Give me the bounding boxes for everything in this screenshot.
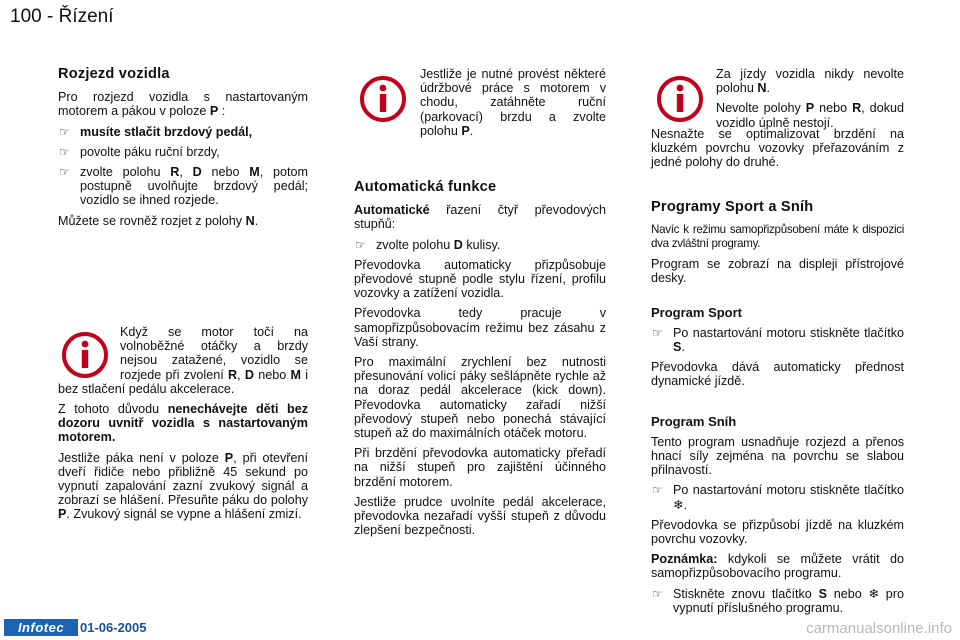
heading-programs: Programy Sport a Sníh — [651, 198, 814, 215]
display-paragraph: Program se zobrazí na displeji přístrojové desky. — [651, 257, 904, 286]
bullet-cancel-program: ☞ Stiskněte znovu tlačítko S nebo ❄ pro vypnutí příslušného programu. — [652, 586, 904, 615]
neutral-warning: Za jízdy vozidla nikdy nevolte polohu N. — [716, 67, 904, 96]
neutral-start-paragraph: Můžete se rovněž rozjet z polohy N. — [58, 213, 259, 228]
infotec-logo: Infotec — [4, 619, 78, 636]
info-icon — [655, 74, 705, 124]
snowflake-icon: ❄ — [673, 497, 684, 512]
bullet-icon: ☞ — [652, 325, 663, 340]
bullet-icon: ☞ — [59, 165, 70, 180]
braking-paragraph: Při brzdění převodovka automaticky přeřadí na nižší stupeň pro zajištění účinného brzdění motorem. — [354, 446, 606, 489]
column-3 — [651, 127, 904, 621]
bullet-icon: ☞ — [652, 586, 663, 601]
sport-paragraph: Převodovka dává automaticky přednost dynamické jízdě. — [651, 360, 904, 389]
programs-intro: Navíc k režimu samopřizpůsobení máte k dispozici dva zvláštní programy. — [651, 222, 904, 251]
bullet-brake-pedal: ☞ musíte stlačit brzdový pedál, — [59, 124, 253, 139]
heading-automatic: Automatická funkce — [354, 179, 497, 195]
bullet-icon: ☞ — [355, 237, 366, 252]
heading-rozjezd: Rozjezd vozidla — [58, 66, 170, 82]
watermark: carmanualsonline.info — [806, 620, 952, 637]
bullet-icon: ☞ — [59, 144, 70, 159]
footer-date: 01-06-2005 — [80, 620, 147, 635]
bullet-icon: ☞ — [652, 483, 663, 498]
door-open-warning: Jestliže páka není v poloze P, při otevření dveří řidiče nebo přibližně 45 sekund po vypnutí zapalování zazní zvukový signál a zobrazí se hlášení. Přesuňte páku do polohy P. Zvukový signál se vypne a hlášení zmizí. — [58, 450, 309, 522]
maintenance-note-text: Jestliže je nutné provést některé údržbové práce s motorem v chodu, zatáhněte ruční (parkovací) brzdu a zvolte polohu P. — [420, 67, 606, 138]
page-number: 100 — [10, 6, 42, 27]
idle-creep-note: Když se motor točí na volnoběžné otáčky a brzdy nejsou zatažené, vozidlo se rozjede při zvolení R, D nebo M i bez stlačení pedálu akcelerace. — [58, 325, 309, 396]
bullet-select-position: ☞ zvolte polohu R, D nebo M, potom postupně uvolňujte brzdový pedál; vozidlo se ihned rozjede. — [59, 165, 309, 208]
page-header: 100 - Řízení — [10, 6, 114, 27]
snow-adapt-paragraph: Převodovka se přizpůsobí jízdě na kluzkém povrchu vozovky. — [651, 517, 904, 547]
bullet-select-d: ☞ zvolte polohu D kulisy. — [355, 237, 501, 252]
kickdown-paragraph: Pro maximální zrychlení bez nutnosti přesunování volicí páky sešlápněte rychle až na doraz pedál akcelerace (kick down). Převodovka automaticky zařadí nižší převodový stupeň nebo ponechá stávající stupeň až do maximálních otáček motoru. — [354, 355, 606, 441]
page-title: Řízení — [58, 6, 114, 27]
info-icon — [358, 74, 408, 124]
heading-sport: Program Sport — [651, 304, 743, 320]
bullet-handbrake: ☞ povolte páku ruční brzdy, — [59, 144, 220, 159]
column-1-note — [58, 325, 308, 528]
slippery-paragraph: Nesnažte se optimalizovat brzdění na kluzkém povrchu vozovky přeřazováním z jedné polohy do druhé. — [651, 127, 904, 170]
bullet-sport-button: ☞ Po nastartování motoru stiskněte tlačítko S. — [652, 325, 904, 355]
snow-paragraph: Tento program usnadňuje rozjezd a přenos hnací síly zejména na povrchu se slabou přilnavostí. — [651, 434, 904, 478]
automatic-intro: Automatické řazení čtyř převodových stupňů: — [354, 203, 606, 232]
driving-notes — [716, 67, 904, 136]
heading-snow: Program Sníh — [651, 413, 737, 429]
maintenance-note — [420, 67, 606, 144]
bullet-icon: ☞ — [59, 124, 70, 139]
intro-paragraph: Pro rozjezd vozidla s nastartovaným motorem a pákou v poloze P : — [58, 90, 308, 119]
release-paragraph: Jestliže prudce uvolníte pedál akcelerace, převodovka nezařadí vyšší stupeň z důvodu zlepšení bezpečnosti. — [354, 494, 606, 538]
children-warning: Z tohoto důvodu nenechávejte děti bez dozoru uvnitř vozidla s nastartovaným motorem. — [58, 402, 308, 445]
bullet-snow-button: ☞ Po nastartování motoru stiskněte tlačítko ❄. — [652, 483, 904, 512]
adaptive-paragraph: Převodovka automaticky přizpůsobuje převodové stupně podle stylu řízení, profilu vozovky a zatížení vozidla. — [354, 257, 606, 301]
remark-paragraph: Poznámka: kdykoli se můžete vrátit do samopřizpůsobovacího programu. — [651, 552, 904, 581]
self-adaptive-paragraph: Převodovka tedy pracuje v samopřizpůsobovacím režimu bez zásahu z Vaší strany. — [354, 306, 606, 349]
column-1 — [58, 67, 308, 234]
snowflake-icon: ❄ — [868, 586, 880, 601]
park-reverse-warning: Nevolte polohy P nebo R, dokud vozidlo úplně nestojí. — [716, 101, 904, 130]
column-2 — [354, 180, 606, 543]
